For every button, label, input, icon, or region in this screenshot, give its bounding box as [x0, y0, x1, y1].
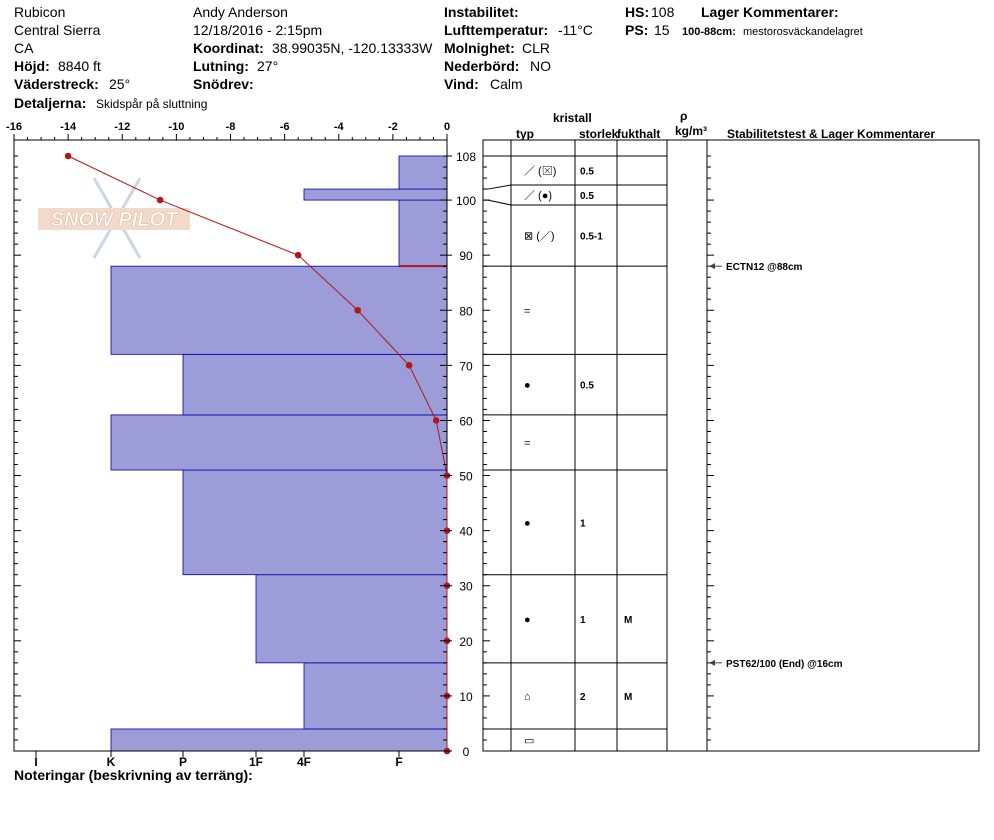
density-rho-header: ρ	[680, 109, 688, 123]
temp-tick-label: -10	[168, 121, 185, 133]
region-name: Central Sierra	[14, 22, 101, 38]
location-name: Rubicon	[14, 4, 66, 20]
air-temperature-value: -11°C	[558, 22, 593, 38]
table-connector	[483, 200, 511, 205]
moisture-value: M	[624, 691, 633, 703]
hardness-layer	[256, 575, 447, 663]
crystal-type-icon: ／ (●)	[524, 190, 553, 202]
stability-test	[709, 262, 803, 273]
table-row	[524, 165, 594, 178]
hardness-layer	[111, 415, 447, 470]
crystal-type-icon: =	[524, 437, 531, 450]
arrow-head-icon	[709, 660, 715, 666]
elevation-value: 8840 ft	[58, 58, 101, 74]
temperature-point	[406, 362, 413, 369]
crystal-type-icon: =	[524, 305, 531, 318]
elevation-label: Höjd:	[14, 58, 50, 74]
layer-comment-text: mestorosväckandelagret	[743, 26, 863, 38]
crystal-type-icon: ⊠ (／)	[524, 230, 555, 243]
hardness-layer	[111, 729, 447, 751]
table-row	[524, 735, 534, 747]
crystal-header: kristall	[553, 111, 592, 125]
snow-drift-label: Snödrev:	[193, 76, 254, 92]
stability-tests-header: Stabilitetstest & Lager Kommentarer	[727, 127, 936, 141]
density-unit-header: kg/m³	[675, 124, 708, 138]
height-tick-label: 50	[459, 469, 473, 484]
snowpilot-watermark	[38, 178, 190, 258]
height-tick-label: 90	[459, 249, 473, 264]
crystal-size: 0.5	[580, 166, 594, 178]
temperature-point	[295, 252, 302, 259]
slope-label: Lutning:	[193, 58, 249, 74]
wind-value: Calm	[490, 76, 523, 92]
wind-label: Vind:	[444, 76, 479, 92]
hardness-label: 4F	[296, 755, 312, 769]
terrain-notes-label: Noteringar (beskrivning av terräng):	[14, 767, 253, 783]
ps-label: PS:	[625, 22, 649, 38]
instability-label: Instabilitet:	[444, 4, 519, 20]
hs-label: HS:	[625, 4, 650, 20]
crystal-type-icon: ▭	[524, 734, 535, 747]
table-row	[524, 691, 632, 703]
temp-tick-label: -16	[6, 121, 22, 133]
table-row	[524, 517, 586, 529]
observation-datetime: 12/18/2016 - 2:15pm	[193, 22, 323, 38]
crystal-size: 0.5	[580, 380, 594, 392]
layer-comments-label: Lager Kommentarer:	[701, 4, 839, 20]
details-label: Detaljerna:	[14, 95, 87, 111]
hardness-layer	[304, 189, 447, 200]
height-tick-label: 108	[455, 150, 477, 164]
hardness-layer	[183, 470, 447, 575]
temperature-point	[65, 153, 72, 160]
table-row	[524, 305, 530, 317]
crystal-size: 0.5-1	[580, 231, 603, 243]
arrow-head-icon	[709, 263, 715, 269]
table-row	[524, 437, 530, 449]
aspect-value: 25°	[109, 76, 131, 92]
temperature-point	[157, 197, 164, 204]
coordinate-value: 38.99035N, -120.13333W	[272, 40, 433, 56]
layer-comment-range: 100-88cm:	[682, 26, 736, 38]
precipitation-value: NO	[530, 58, 551, 74]
height-tick-label: 20	[459, 634, 473, 649]
aspect-label: Väderstreck:	[14, 76, 99, 92]
temperature-point	[433, 417, 440, 424]
hardness-label: P	[178, 755, 188, 769]
observer-name: Andy Anderson	[193, 4, 288, 20]
table-row	[524, 380, 594, 392]
hardness-layer	[399, 156, 447, 189]
hs-value: 108	[651, 4, 675, 20]
crystal-size: 0.5	[580, 191, 594, 202]
coordinate-label: Koordinat:	[193, 40, 264, 56]
temperature-point	[354, 307, 361, 314]
type-header: typ	[516, 127, 534, 141]
height-tick-label: 80	[459, 304, 473, 319]
crystal-type-icon: ⌂	[524, 690, 531, 703]
table-connector	[483, 185, 511, 189]
crystal-size: 1	[580, 518, 586, 530]
watermark-text: SNOW PILOT	[50, 209, 178, 231]
height-tick-label: 100	[455, 194, 477, 209]
table-row	[524, 230, 603, 243]
sky-label: Molnighet:	[444, 40, 515, 56]
stability-test	[709, 659, 843, 670]
temp-tick-label: 0	[443, 121, 451, 133]
moisture-value: M	[624, 614, 633, 626]
ps-value: 15	[654, 22, 670, 38]
precipitation-label: Nederbörd:	[444, 58, 520, 74]
temp-tick-label: -8	[225, 121, 236, 133]
hardness-label: I	[34, 755, 38, 769]
temp-tick-label: -6	[279, 121, 290, 133]
crystal-size: 2	[580, 691, 586, 703]
hardness-layer	[304, 663, 447, 729]
temp-tick-label: -12	[114, 121, 131, 133]
stability-test-label: PST62/100 (End) @16cm	[726, 658, 843, 670]
temp-tick-label: -14	[60, 121, 77, 133]
height-tick-label: 40	[459, 524, 473, 539]
slope-value: 27°	[257, 58, 279, 74]
hardness-label: F	[395, 755, 403, 769]
height-tick-label: 70	[459, 359, 473, 374]
hardness-layer	[399, 200, 447, 266]
crystal-type-icon: ／ (⊠)	[524, 165, 557, 178]
air-temperature-label: Lufttemperatur:	[444, 22, 549, 38]
sky-value: CLR	[522, 40, 551, 56]
state-name: CA	[14, 40, 34, 56]
crystal-type-icon: ●	[524, 517, 531, 530]
moisture-header: fukthalt	[617, 127, 661, 141]
size-header: storlek	[579, 127, 619, 141]
height-tick-label: 30	[459, 579, 473, 594]
crystal-type-icon: ●	[524, 613, 531, 626]
temp-tick-label: -4	[333, 121, 344, 133]
details-value: Skidspår på sluttning	[96, 97, 208, 111]
height-tick-label: 60	[459, 414, 473, 429]
table-row	[524, 189, 594, 202]
hardness-label: 1F	[248, 755, 264, 769]
table-row	[524, 614, 632, 626]
crystal-size: 1	[580, 614, 586, 626]
height-tick-label: 10	[459, 689, 473, 704]
crystal-type-icon: ●	[524, 379, 531, 392]
hardness-layer	[111, 266, 447, 354]
hardness-label: K	[106, 755, 116, 769]
stability-test-label: ECTN12 @88cm	[726, 262, 803, 274]
temp-tick-label: -2	[387, 121, 398, 133]
height-tick-label: 0	[462, 745, 470, 759]
